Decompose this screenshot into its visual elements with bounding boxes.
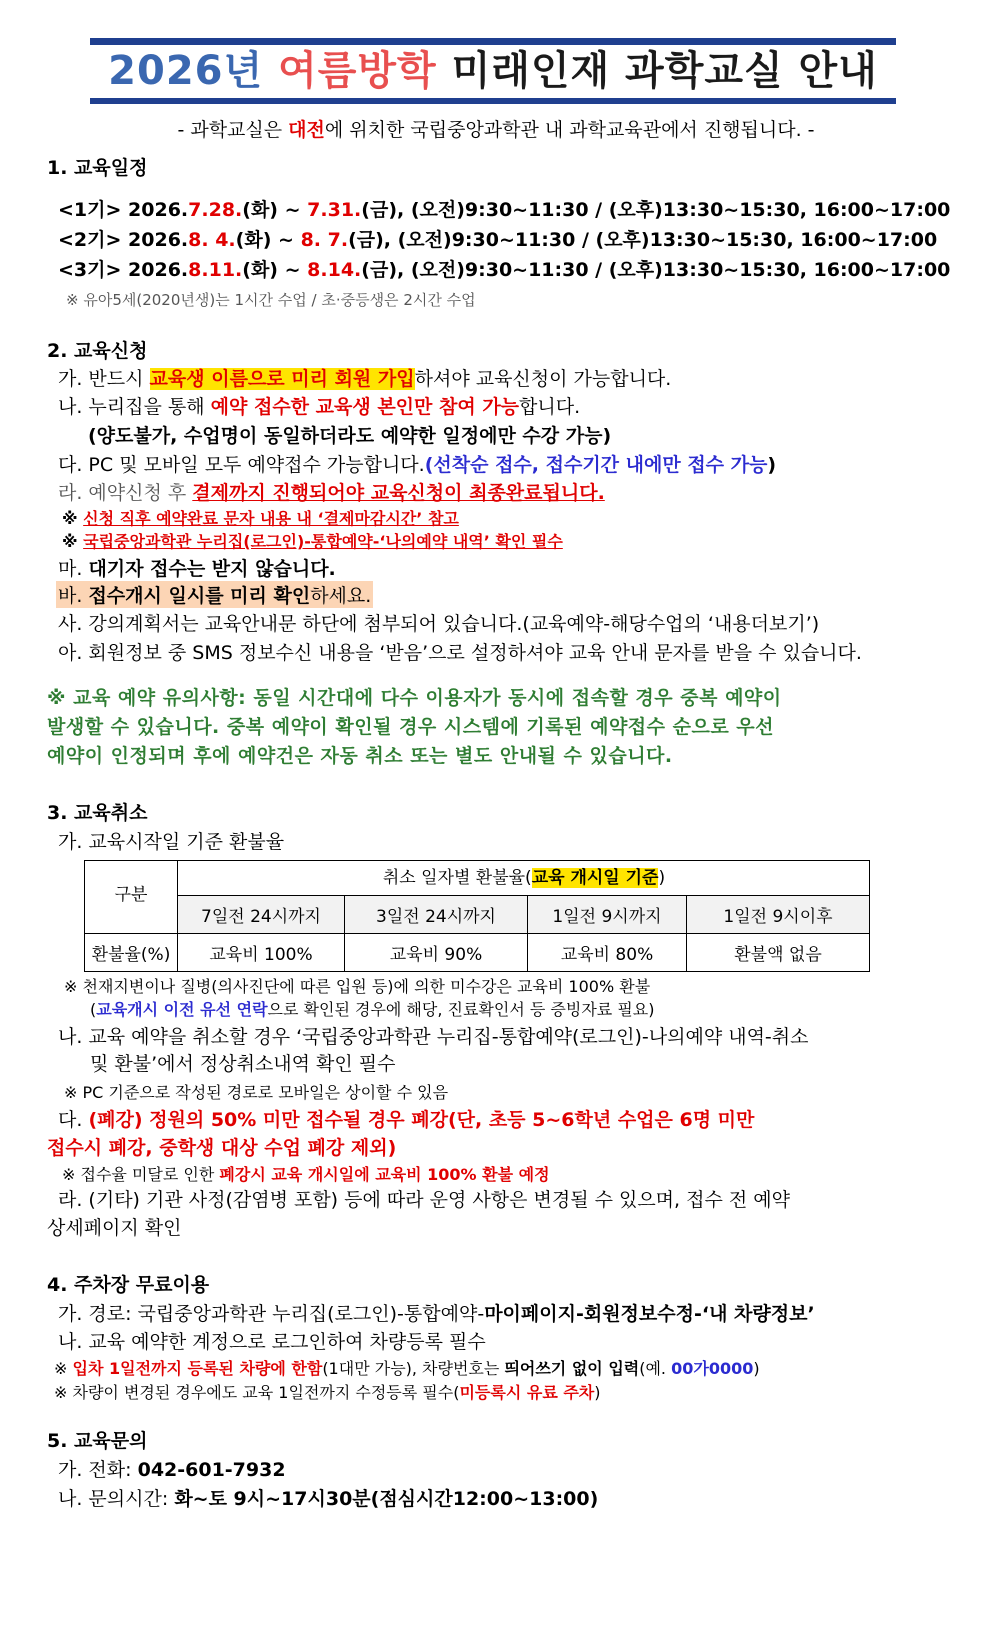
apply-item-ra [58, 478, 605, 505]
session-label: <2기> [58, 229, 122, 251]
apply-item-ga [58, 364, 671, 391]
apply-item-na-sub: (양도불가, 수업명이 동일하더라도 예약한 일정에만 수강 가능) [88, 425, 612, 447]
item-text: 다. PC 및 모바일 모두 예약접수 가능합니다. [58, 454, 425, 476]
item-text: 마. [58, 558, 83, 580]
session-times: (금), (오전)9:30~11:30 / (오후)13:30~15:30, 16:00~17:00 [361, 259, 951, 281]
item-text: 바. [58, 585, 83, 607]
contact-phone [58, 1455, 286, 1482]
intro-suffix: 에 위치한 국립중앙과학관 내 과학교육관에서 진행됩니다. - [324, 119, 815, 141]
note-text: ) [753, 1359, 760, 1378]
item-text: 가. 전화: [58, 1459, 132, 1481]
session-tilde: ~ [284, 199, 301, 221]
note-mark: ※ [62, 509, 78, 528]
table-row [85, 934, 870, 972]
table-header-cell: 1일전 9시이후 [687, 896, 870, 934]
note-text: (1대만 가능), 차량번호는 [322, 1359, 500, 1378]
item-highlight: 결제까지 진행되어야 교육신청이 최종완료됩니다. [192, 482, 605, 504]
office-hours: 화~토 9시~17시30분(점심시간12:00~13:00) [174, 1488, 599, 1510]
session-tilde: ~ [278, 229, 294, 251]
parking-note-2 [54, 1380, 601, 1403]
cancel-item-da-1 [58, 1105, 754, 1132]
item-text: 하셔야 교육신청이 가능합니다. [414, 368, 672, 390]
note-mark: ※ [54, 1359, 68, 1378]
item-highlight: 교육생 이름으로 미리 회원 가입 [149, 368, 415, 390]
session-end: 7.31. [307, 199, 362, 221]
session-1 [58, 195, 950, 222]
session-2 [58, 225, 937, 252]
apply-item-da [58, 450, 776, 477]
note-highlight: 교육개시 이전 유선 연락 [96, 1000, 268, 1019]
item-text: 라. 예약신청 후 [58, 482, 187, 504]
session-label: <1기> [58, 199, 122, 221]
cancel-item-da-2: 접수시 폐강, 중학생 대상 수업 폐강 제외) [47, 1137, 397, 1159]
cancel-note-2: ※ PC 기준으로 작성된 경로로 모바일은 상이할 수 있음 [64, 1083, 449, 1102]
note-text: ※ 접수율 미달로 인한 [62, 1165, 215, 1184]
page-title [90, 46, 896, 96]
item-highlight: (폐강) 정원의 50% 미만 접수될 경우 폐강(단, 초등 5~6학년 수업은 6명 미만 [88, 1109, 755, 1131]
item-text: 가. 경로: 국립중앙과학관 누리집(로그인)-통합예약- [58, 1303, 485, 1325]
session-year: 2026. [128, 199, 189, 221]
cancel-item-na-2: 및 환불’에서 정상취소내역 확인 필수 [90, 1053, 396, 1075]
title-year: 2026년 [108, 48, 264, 94]
session-tilde: ~ [284, 259, 301, 281]
refund-col-header: 구분 [84, 860, 178, 968]
session-end: 8. 7. [300, 229, 349, 251]
cancel-item-ra-1: 라. (기타) 기관 사정(감염병 포함) 등에 따라 운영 사항은 변경될 수 있으며, 접수 전 예약 [58, 1189, 790, 1211]
session-year: 2026. [128, 259, 189, 281]
session-label: <3기> [58, 259, 122, 281]
phone-number: 042-601-7932 [137, 1459, 286, 1481]
session-start: 8. 4. [188, 229, 236, 251]
item-text: 가. 반드시 [58, 368, 144, 390]
note-text: ( [90, 1000, 97, 1019]
intro-line [0, 115, 992, 142]
note-text: 국립중앙과학관 누리집(로그인)-통합예약-‘나의예약 내역’ 확인 필수 [83, 532, 563, 551]
item-text: 나. 누리집을 통해 [58, 396, 205, 418]
item-text: 나. 문의시간: [58, 1488, 169, 1510]
item-highlight: 마이페이지-회원정보수정-‘내 차량정보’ [484, 1303, 815, 1325]
cancel-item-ga: 가. 교육시작일 기준 환불율 [58, 831, 285, 853]
item-text: 하세요. [310, 585, 372, 607]
note-text: ) [594, 1383, 601, 1402]
item-highlight: (선착순 접수, 접수기간 내에만 접수 가능 [424, 454, 768, 476]
apply-note-1 [62, 506, 459, 529]
cancel-note-3 [62, 1162, 550, 1185]
item-text: 합니다. [519, 396, 581, 418]
session-start-day: (화) [242, 259, 278, 281]
warning-line-2: 발생할 수 있습니다. 중복 예약이 확인될 경우 시스템에 기록된 예약접수 순으로 우선 [47, 716, 775, 738]
parking-item-na: 나. 교육 예약한 계정으로 로그인하여 차량등록 필수 [58, 1331, 486, 1353]
session-start: 8.11. [188, 259, 243, 281]
table-cell: 교육비 100% [178, 934, 345, 972]
session-note: ※ 유아5세(2020년생)는 1시간 수업 / 초·중등생은 2시간 수업 [66, 291, 476, 309]
cancel-item-ra-2: 상세페이지 확인 [47, 1217, 182, 1239]
table-cell: 교육비 80% [528, 934, 687, 972]
item-highlight: 접수개시 일시를 미리 확인 [88, 585, 311, 607]
cancel-note-1: ※ 천재지변이나 질병(의사진단에 따른 입원 등)에 의한 미수강은 교육비 100% 환불 [64, 977, 651, 996]
table-row [85, 896, 870, 934]
table-cell-empty [85, 896, 178, 934]
session-start-day: (화) [242, 199, 278, 221]
cancel-note-1b [90, 997, 655, 1020]
session-times: (금), (오전)9:30~11:30 / (오후)13:30~15:30, 16:00~17:00 [348, 229, 938, 251]
apply-item-ba [56, 581, 373, 608]
table-header-cell: 1일전 9시까지 [528, 896, 687, 934]
note-bold: 띄어쓰기 없이 입력 [504, 1359, 640, 1378]
note-mark: ※ [62, 532, 78, 551]
note-example: 00가0000 [671, 1359, 754, 1378]
note-highlight: 폐강시 교육 개시일에 교육비 100% 환불 예정 [219, 1165, 550, 1184]
item-highlight: 예약 접수한 교육생 본인만 참여 가능 [210, 396, 520, 418]
section-5-heading: 5. 교육문의 [47, 1430, 148, 1452]
table-row-label: 환불율(%) [85, 934, 178, 972]
note-text: ※ 차량이 변경된 경우에도 교육 1일전까지 수정등록 필수( [54, 1383, 460, 1402]
apply-item-na [58, 392, 580, 419]
session-year: 2026. [128, 229, 189, 251]
title-top-rule [90, 38, 896, 45]
warning-line-1: ※ 교육 예약 유의사항: 동일 시간대에 다수 이용자가 동시에 접속할 경우 중복 예약이 [47, 687, 782, 709]
note-text: 신청 직후 예약완료 문자 내용 내 ‘결제마감시간’ 참고 [83, 509, 459, 528]
section-2-heading: 2. 교육신청 [47, 340, 148, 362]
note-highlight: 입차 1일전까지 등록된 차량에 한함 [72, 1359, 323, 1378]
section-3-heading: 3. 교육취소 [47, 802, 148, 824]
refund-header-highlight: 교육 개시일 기준 [531, 868, 659, 888]
table-cell: 환불액 없음 [687, 934, 870, 972]
apply-item-aa: 아. 회원정보 중 SMS 정보수신 내용을 ‘받음’으로 설정하셔야 교육 안내 문자를 받을 수 있습니다. [58, 642, 862, 664]
warning-line-3: 예약이 인정되며 후에 예약건은 자동 취소 또는 별도 안내될 수 있습니다. [47, 745, 673, 767]
session-times: (금), (오전)9:30~11:30 / (오후)13:30~15:30, 16:00~17:00 [361, 199, 951, 221]
title-season: 여름방학 [278, 48, 437, 94]
table-header-cell: 3일전 24시까지 [345, 896, 528, 934]
item-highlight: 대기자 접수는 받지 않습니다. [88, 558, 336, 580]
table-cell: 교육비 90% [345, 934, 528, 972]
refund-header-text: ) [658, 868, 666, 888]
refund-header-text: 취소 일자별 환불율( [382, 868, 532, 888]
section-1-heading: 1. 교육일정 [47, 157, 148, 179]
item-text: 다. [58, 1109, 83, 1131]
intro-city: 대전 [288, 119, 325, 141]
table-header-cell: 7일전 24시까지 [178, 896, 345, 934]
apply-item-ma [58, 554, 336, 581]
section-4-heading: 4. 주차장 무료이용 [47, 1274, 210, 1296]
cancel-item-na-1: 나. 교육 예약을 취소할 경우 ‘국립중앙과학관 누리집-통합예약(로그인)-나의예약 내역-취소 [58, 1026, 809, 1048]
parking-item-ga [58, 1299, 815, 1326]
refund-top-header [178, 860, 870, 897]
session-3 [58, 255, 950, 282]
session-start-day: (화) [235, 229, 272, 251]
contact-hours [58, 1484, 598, 1511]
session-end: 8.14. [307, 259, 362, 281]
apply-note-2 [62, 529, 563, 552]
apply-item-sa: 사. 강의계획서는 교육안내문 하단에 첨부되어 있습니다.(교육예약-해당수업의 ‘내용더보기’) [58, 613, 820, 635]
title-bottom-rule [90, 98, 896, 104]
intro-prefix: - 과학교실은 [177, 119, 283, 141]
note-text: (예. [639, 1359, 667, 1378]
item-text: ) [767, 454, 777, 476]
parking-note-1 [54, 1356, 760, 1379]
note-text: 으로 확인된 경우에 해당, 진료확인서 등 증빙자료 필요) [267, 1000, 655, 1019]
note-highlight: 미등록시 유료 주차 [459, 1383, 595, 1402]
title-rest: 미래인재 과학교실 안내 [451, 48, 878, 94]
refund-table [84, 895, 870, 972]
session-start: 7.28. [188, 199, 243, 221]
